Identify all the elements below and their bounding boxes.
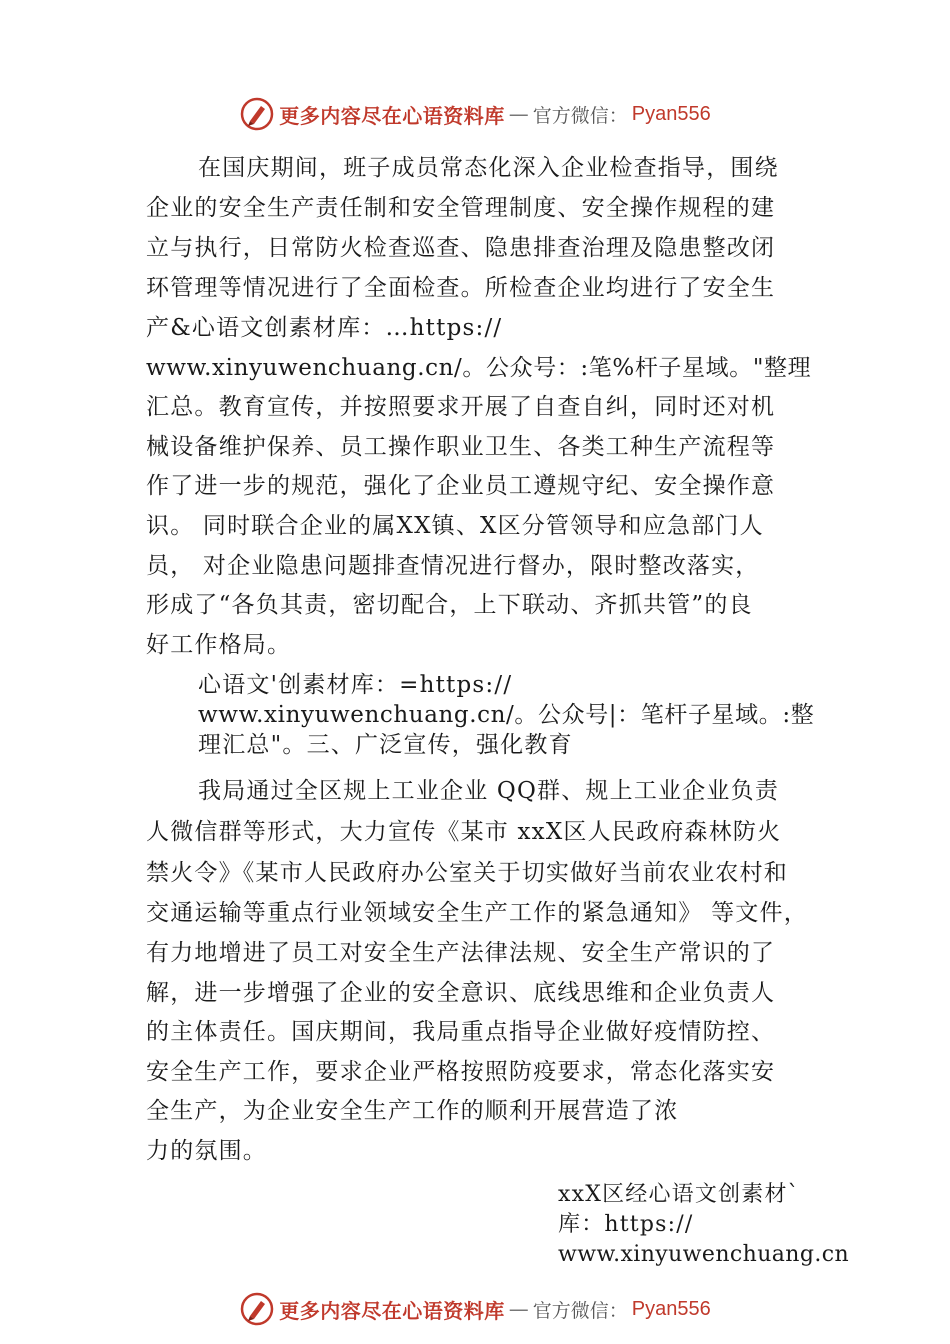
body-line: 禁火令》《某市人民政府办公室关于切实做好当前农业农村和 xyxy=(146,860,788,886)
banner-wechat-label: 官方微信： xyxy=(532,1299,628,1322)
body-line: 心语文'创素材库：=https:// xyxy=(198,672,513,698)
body-line: www.xinyuwenchuang.cn/。公众号：:笔%杆子星域。"整理 xyxy=(146,355,812,381)
banner-wechat-id: Pyan556 xyxy=(631,102,711,125)
banner-title: 更多内容尽在心语资料库 xyxy=(279,103,505,128)
footer-banner xyxy=(0,1287,950,1331)
body-line: 交通运输等重点行业领域安全生产工作的紧急通知》 等文件， xyxy=(146,900,808,926)
body-line: 械设备维护保养、员工操作职业卫生、各类工种生产流程等 xyxy=(146,434,776,460)
body-line: www.xinyuwenchuang.cn/。公众号|：笔杆子星域。:整 xyxy=(198,702,815,728)
body-line: 识。 同时联合企业的属XX镇、X区分管领导和应急部门人 xyxy=(146,513,764,539)
signature-line: 库：https:// xyxy=(558,1212,694,1237)
body-line: 在国庆期间，班子成员常态化深入企业检查指导，围绕 xyxy=(198,155,779,181)
body-line: 企业的安全生产责任制和安全管理制度、安全操作规程的建 xyxy=(146,195,776,221)
banner-dash: — xyxy=(508,102,529,126)
banner-wechat-id: Pyan556 xyxy=(631,1297,711,1320)
header-banner xyxy=(0,92,950,136)
signature-line: www.xinyuwenchuang.cn xyxy=(558,1242,850,1267)
body-line: 有力地增进了员工对安全生产法律法规、安全生产常识的了 xyxy=(146,940,776,966)
body-line: 汇总。教育宣传，并按照要求开展了自查自纠，同时还对机 xyxy=(146,394,776,420)
body-line: 环管理等情况进行了全面检查。所检查企业均进行了安全生 xyxy=(146,275,776,301)
body-line: 全生产，为企业安全生产工作的顺利开展营造了浓 xyxy=(146,1098,679,1124)
body-line: 解，进一步增强了企业的安全意识、底线思维和企业负责人 xyxy=(146,980,776,1006)
pen-logo-icon xyxy=(239,96,275,132)
signature-line: xxX区经心语文创素材` xyxy=(558,1182,800,1207)
pen-logo-icon xyxy=(239,1291,275,1327)
body-line: 产&心语文创素材库：…https:// xyxy=(146,315,503,341)
body-line: 人微信群等形式，大力宣传《某市 xxX区人民政府森林防火 xyxy=(146,819,782,845)
banner-title: 更多内容尽在心语资料库 xyxy=(279,1298,505,1323)
body-line: 好工作格局。 xyxy=(146,632,292,658)
body-line: ⼒的氛围。 xyxy=(146,1138,267,1164)
body-line: 员， 对企业隐患问题排查情况进行督办，限时整改落实， xyxy=(146,553,760,579)
body-line: 作了进一步的规范，强化了企业员工遵规守纪、安全操作意 xyxy=(146,473,776,499)
banner-wechat-label: 官方微信： xyxy=(532,104,628,127)
body-line: 安全生产工作，要求企业严格按照防疫要求，常态化落实安 xyxy=(146,1059,776,1085)
body-line: 立与执行，日常防火检查巡查、隐患排查治理及隐患整改闭 xyxy=(146,235,776,261)
body-line: 形成了“各负其责，密切配合，上下联动、齐抓共管”的良 xyxy=(146,592,753,618)
body-line: 理汇总"。三、广泛宣传，强化教育 xyxy=(198,732,573,758)
body-line: 的主体责任。国庆期间，我局重点指导企业做好疫情防控、 xyxy=(146,1019,776,1045)
banner-dash: — xyxy=(508,1297,529,1321)
body-line: 我局通过全区规上工业企业 QQ群、规上工业企业负责 xyxy=(198,778,780,804)
